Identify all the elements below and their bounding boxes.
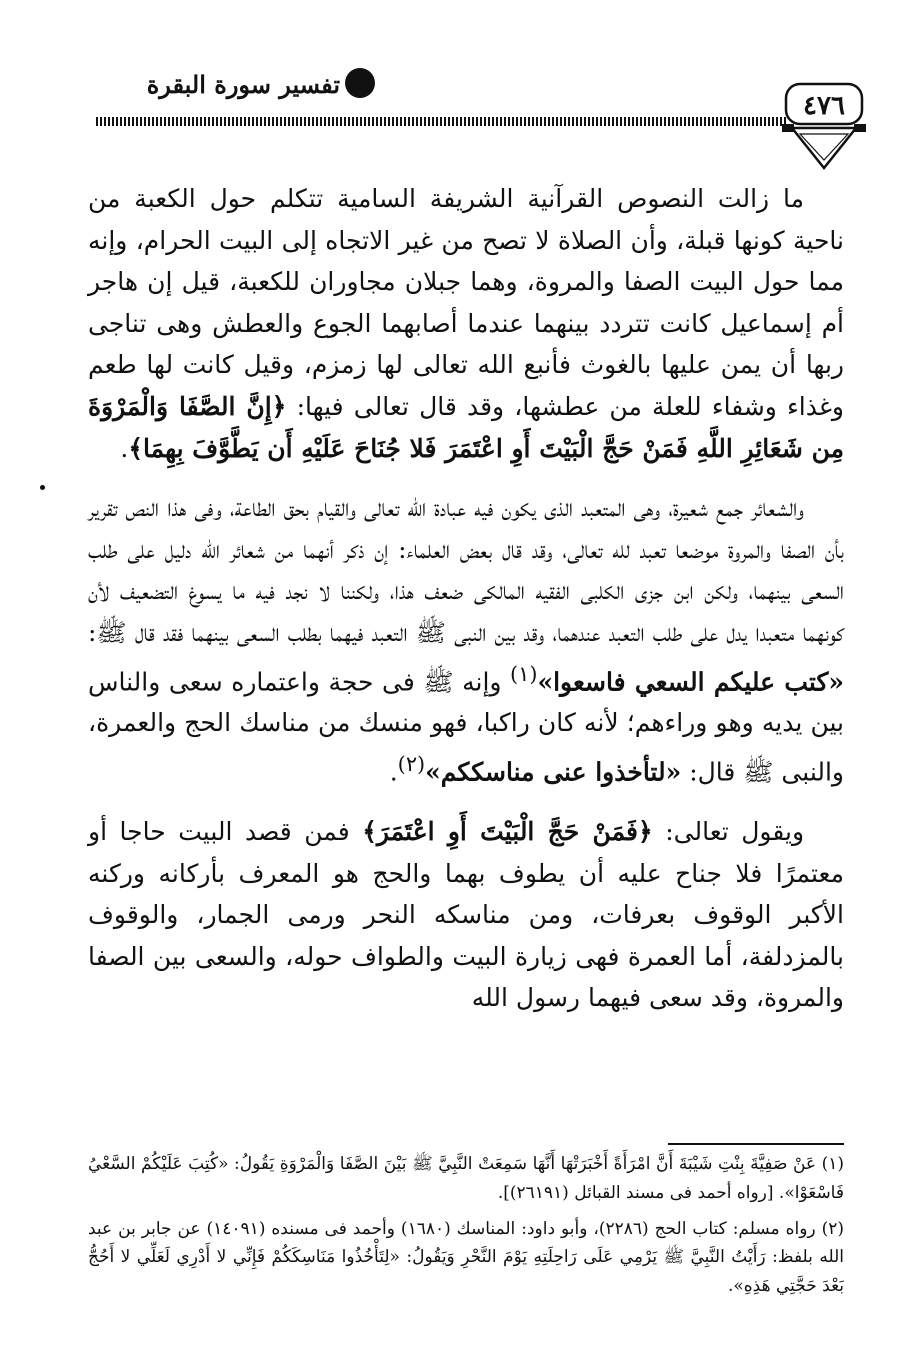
- paragraph-text: والشعائر جمع شعيرة، وهى المتعبد الذى يكون فيه عبادة الله تعالى والقيام بحق الطاعة، وفى هذا النص تقرير بأن الصفا والمروة موضعا تعبد لله تعالى، وقد قال بعض العلماء: إن ذكر أنهما من شعائر الله دليل على طلب السعى بينهما، ولكن ابن جزى الكلبى الفقيه المالكى ضعف هذا، ولكننا لا نجد فيه ما يسوغ التضعيف لأن كونهما متعبدا يدل على طلب التعبد عندهما، وقد بين النبى ﷺ التعبد فيهما بطلب السعى بينهما فقد قال ﷺ:: [88, 493, 844, 647]
- footnote-ref: (٢): [397, 752, 426, 777]
- footnote-ref: (١): [510, 661, 538, 686]
- quran-verse: ﴿فَمَنْ حَجَّ الْبَيْتَ أَوِ اعْتَمَرَ﴾: [362, 816, 653, 846]
- quran-verse: ﴿إِنَّ الصَّفَا وَالْمَرْوَةَ مِن شَعَائِرِ اللَّهِ فَمَنْ حَجَّ الْبَيْتَ أَوِ اعْتَمَرَ فَلا جُنَاحَ عَلَيْهِ أَن يَطَّوَّفَ بِهِمَا﴾: [88, 391, 844, 463]
- title-ornament-icon: [345, 68, 375, 98]
- page-header: [0, 0, 920, 175]
- running-title: تفسير سورة البقرة: [146, 70, 340, 99]
- paragraph-text: ما زالت النصوص القرآنية الشريفة السامية تتكلم حول الكعبة من ناحية كونها قبلة، وأن الصلاة لا تصح من غير الاتجاه إلى البيت الحرام، وإنه مما حول البيت الصفا والمروة، وهما جبلان مجاوران للكعبة، قيل إن هاجر أم إسماعيل كانت تتردد بينهما عندما أصابهما الجوع والعطش وهى تناجى ربها أن يمن عليها بالغوث فأنبع الله تعالى لها زمزم، وقيل كانت لها طعم وغذاء وشفاء للعلة من عطشها، وقد قال تعالى فيها:: [88, 184, 845, 421]
- footnote-2: (٢) رواه مسلم: كتاب الحج (٢٢٨٦)، وأبو داود: المناسك (١٦٨٠) وأحمد فى مسنده (١٤٠٩١) عن جابر بن عبد الله بلفظ: رَأَيْتُ النَّبِيَّ ﷺ يَرْمِي عَلَى رَاحِلَتِهِ يَوْمَ النَّحْرِ وَيَقُولُ: «لِتَأْخُذُوا مَنَاسِكَكُمْ فَإِنِّي لا أَدْرِي لَعَلِّي لا أَحُجُّ بَعْدَ حَجَّتِي هَذِهِ».: [88, 1218, 844, 1297]
- paragraph-2: [88, 487, 844, 793]
- main-text: [88, 178, 844, 1019]
- paragraph-3: [88, 811, 844, 1019]
- paragraph-text: فمن قصد البيت حاجا أو معتمرًا فلا جناح عليه أن يطوف بهما والحج هو المعرف بأركانه وركنه الأكبر الوقوف بعرفات، ومن مناسكه النحر ورمى الجمار، والوقوف بالمزدلفة، أما العمرة فهى زيارة البيت والطواف حوله، والسعى بين الصفا والمروة، وقد سعى فيهما رسول الله: [88, 816, 844, 1013]
- footnotes: [88, 1150, 844, 1301]
- footnote-1: (١) عَنْ صَفِيَّةَ بِنْتِ شَيْبَةَ أَنَّ امْرَأَةً أَخْبَرَتْهَا أَنَّهَا سَمِعَتْ النَّبِيَّ ﷺ بَيْنَ الصَّفَا وَالْمَرْوَةِ يَقُولُ: «كُتِبَ عَلَيْكُمْ السَّعْيُ فَاسْعَوْا». [رواه أحمد فى مسند القبائل (٢٦١٩١)].: [88, 1154, 844, 1203]
- footnote-divider: [668, 1143, 844, 1145]
- paragraph-end: .: [389, 757, 398, 787]
- paragraph-text: ويقول تعالى:: [665, 816, 805, 846]
- paragraph-1: [88, 178, 844, 469]
- paragraph-end: .: [120, 433, 129, 463]
- page-number: ٤٧٦: [803, 91, 845, 121]
- paragraph-text: وإنه ﷺ فى حجة واعتماره سعى والناس بين يديه وهو وراءهم؛ لأنه كان راكبا، فهو منسك من مناسك الحج والعمرة، والنبى ﷺ قال:: [88, 666, 844, 787]
- header-rule: [96, 117, 786, 126]
- margin-mark: [40, 485, 45, 490]
- hadith-quote: «لتأخذوا عنى مناسككم»: [425, 757, 682, 787]
- hadith-quote: «كتب عليكم السعي فاسعوا»: [537, 666, 844, 696]
